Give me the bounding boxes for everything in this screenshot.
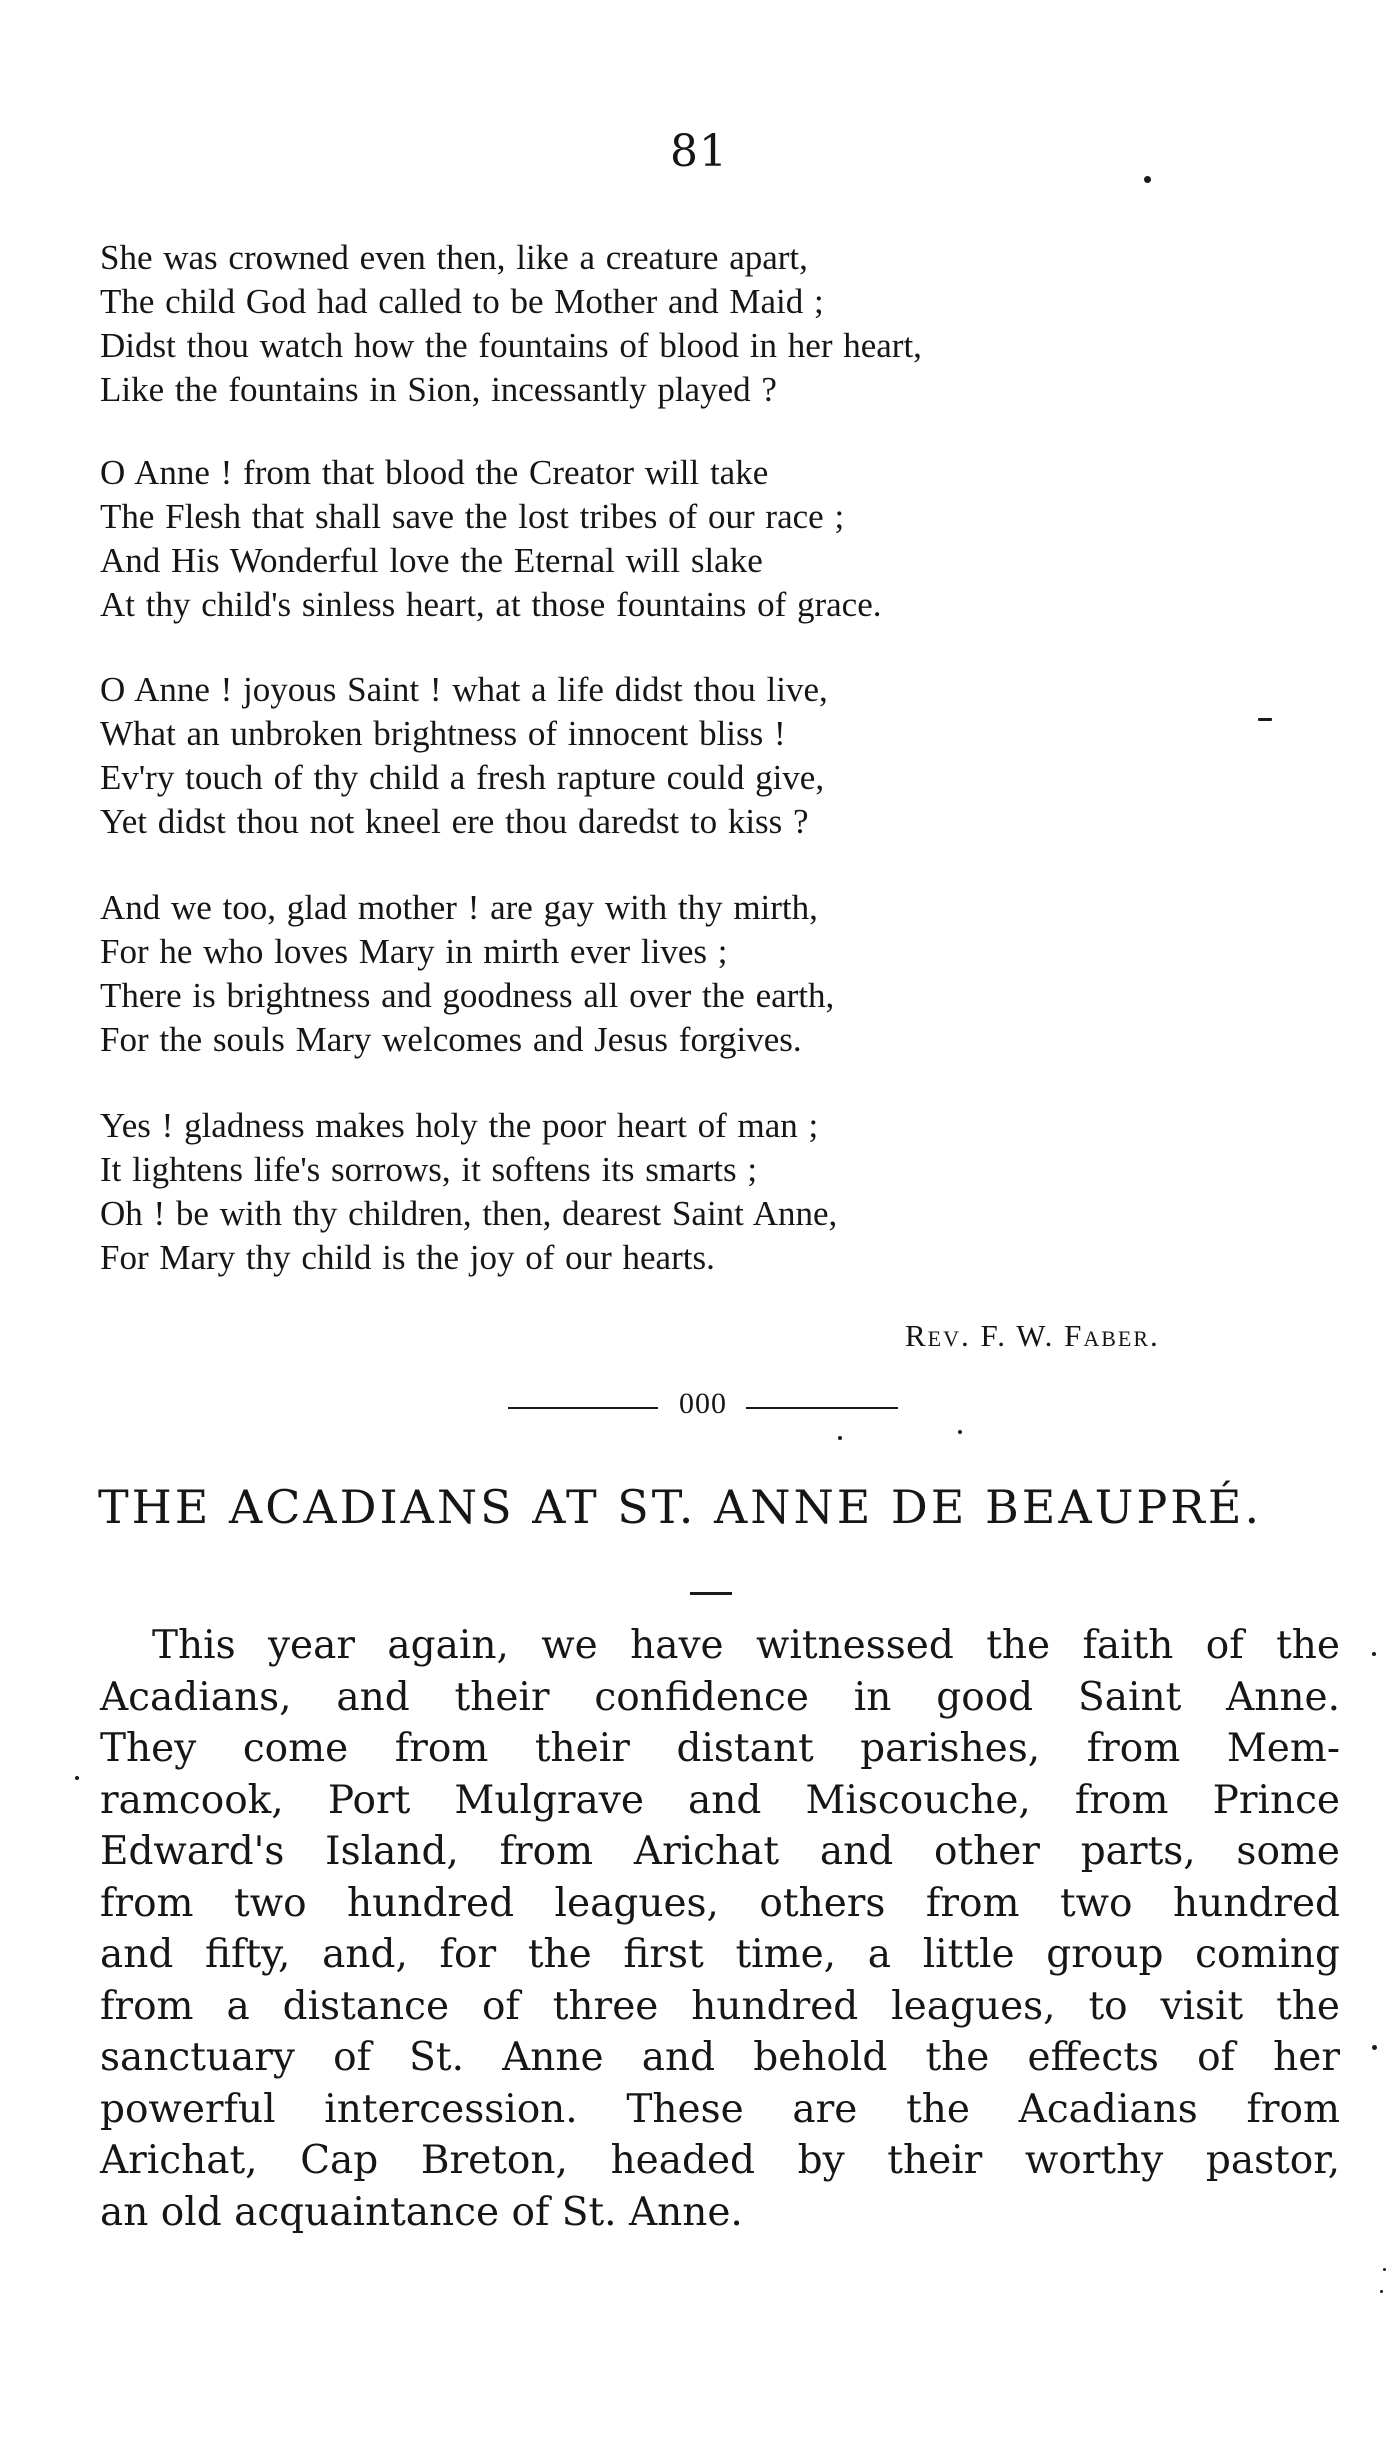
paragraph-line: and fifty, and, for the first time, a little group coming: [100, 1932, 1340, 1977]
poem-line: Oh ! be with thy children, then, dearest Saint Anne,: [100, 1194, 838, 1233]
poem-stanza: [100, 451, 1200, 627]
poem-line: Ev'ry touch of thy child a fresh rapture could give,: [100, 758, 825, 797]
poem-line: And we too, glad mother ! are gay with thy mirth,: [100, 888, 818, 927]
paragraph-line: powerful intercession. These are the Acadians from: [100, 2086, 1340, 2132]
poem-line: For the souls Mary welcomes and Jesus forgives.: [100, 1020, 802, 1059]
paragraph-line: They come from their distant parishes, from Mem-: [100, 1726, 1340, 1771]
poem-line: At thy child's sinless heart, at those fountains of grace.: [100, 585, 882, 624]
poem-line: Like the fountains in Sion, incessantly played ?: [100, 370, 777, 409]
section-divider: [508, 1385, 898, 1425]
paragraph-line: This year again, we have witnessed the faith of the: [152, 1623, 1340, 1668]
poem-line: The Flesh that shall save the lost tribes of our race ;: [100, 497, 845, 536]
poem-line: Didst thou watch how the fountains of blood in her heart,: [100, 326, 922, 365]
paragraph-line: Arichat, Cap Breton, headed by their worthy pastor,: [100, 2138, 1340, 2183]
title-rule: [690, 1592, 732, 1595]
poem-stanza: [100, 668, 1200, 844]
poem-line: O Anne ! joyous Saint ! what a life didst thou live,: [100, 670, 828, 709]
print-speck: [1372, 2045, 1377, 2050]
poem-line: O Anne ! from that blood the Creator will take: [100, 453, 769, 492]
poem-line: Yet didst thou not kneel ere thou daredst to kiss ?: [100, 802, 809, 841]
article-paragraph: [100, 1620, 1340, 2238]
poem-line: What an unbroken brightness of innocent bliss !: [100, 714, 786, 753]
print-speck: [838, 1436, 842, 1440]
paragraph-line: Acadians, and their confidence in good Saint Anne.: [100, 1674, 1340, 1720]
print-speck: [1372, 1652, 1376, 1656]
divider-ornament: 000: [679, 1387, 727, 1420]
poem-line: And His Wonderful love the Eternal will slake: [100, 541, 763, 580]
poem-line: Yes ! gladness makes holy the poor heart of man ;: [100, 1106, 819, 1145]
page-number: 81: [670, 126, 728, 177]
poem-stanza: [100, 236, 1200, 412]
poem-attribution: Rev. F. W. Faber.: [905, 1318, 1160, 1353]
paragraph-line: ramcook, Port Mulgrave and Miscouche, from Prince: [100, 1777, 1340, 1823]
paragraph-line: an old acquaintance of St. Anne.: [100, 2189, 743, 2235]
poem-line: She was crowned even then, like a creature apart,: [100, 238, 808, 277]
print-speck: [1380, 2290, 1383, 2293]
poem-line: There is brightness and goodness all over the earth,: [100, 976, 835, 1015]
paragraph-line: Edward's Island, from Arichat and other parts, some: [100, 1829, 1340, 1874]
print-speck: [958, 1430, 962, 1434]
poem-stanza: [100, 1104, 1200, 1280]
print-speck: [1258, 718, 1272, 721]
poem-line: The child God had called to be Mother and Maid ;: [100, 282, 824, 321]
divider-rule-left: [508, 1407, 658, 1409]
poem-line: It lightens life's sorrows, it softens its smarts ;: [100, 1150, 758, 1189]
paragraph-line: from a distance of three hundred leagues, to visit the: [100, 1983, 1340, 2029]
poem-stanza: [100, 886, 1200, 1062]
print-speck: [75, 1776, 79, 1780]
paragraph-line: sanctuary of St. Anne and behold the effects of her: [100, 2035, 1340, 2080]
divider-rule-right: [746, 1407, 898, 1409]
print-speck: [1383, 2268, 1386, 2271]
paragraph-line: from two hundred leagues, others from two hundred: [100, 1880, 1340, 1926]
print-speck: [1144, 176, 1151, 183]
poem-line: For he who loves Mary in mirth ever lives ;: [100, 932, 728, 971]
poem-line: For Mary thy child is the joy of our hearts.: [100, 1238, 715, 1277]
article-title: THE ACADIANS AT ST. ANNE DE BEAUPRÉ.: [98, 1480, 1263, 1534]
